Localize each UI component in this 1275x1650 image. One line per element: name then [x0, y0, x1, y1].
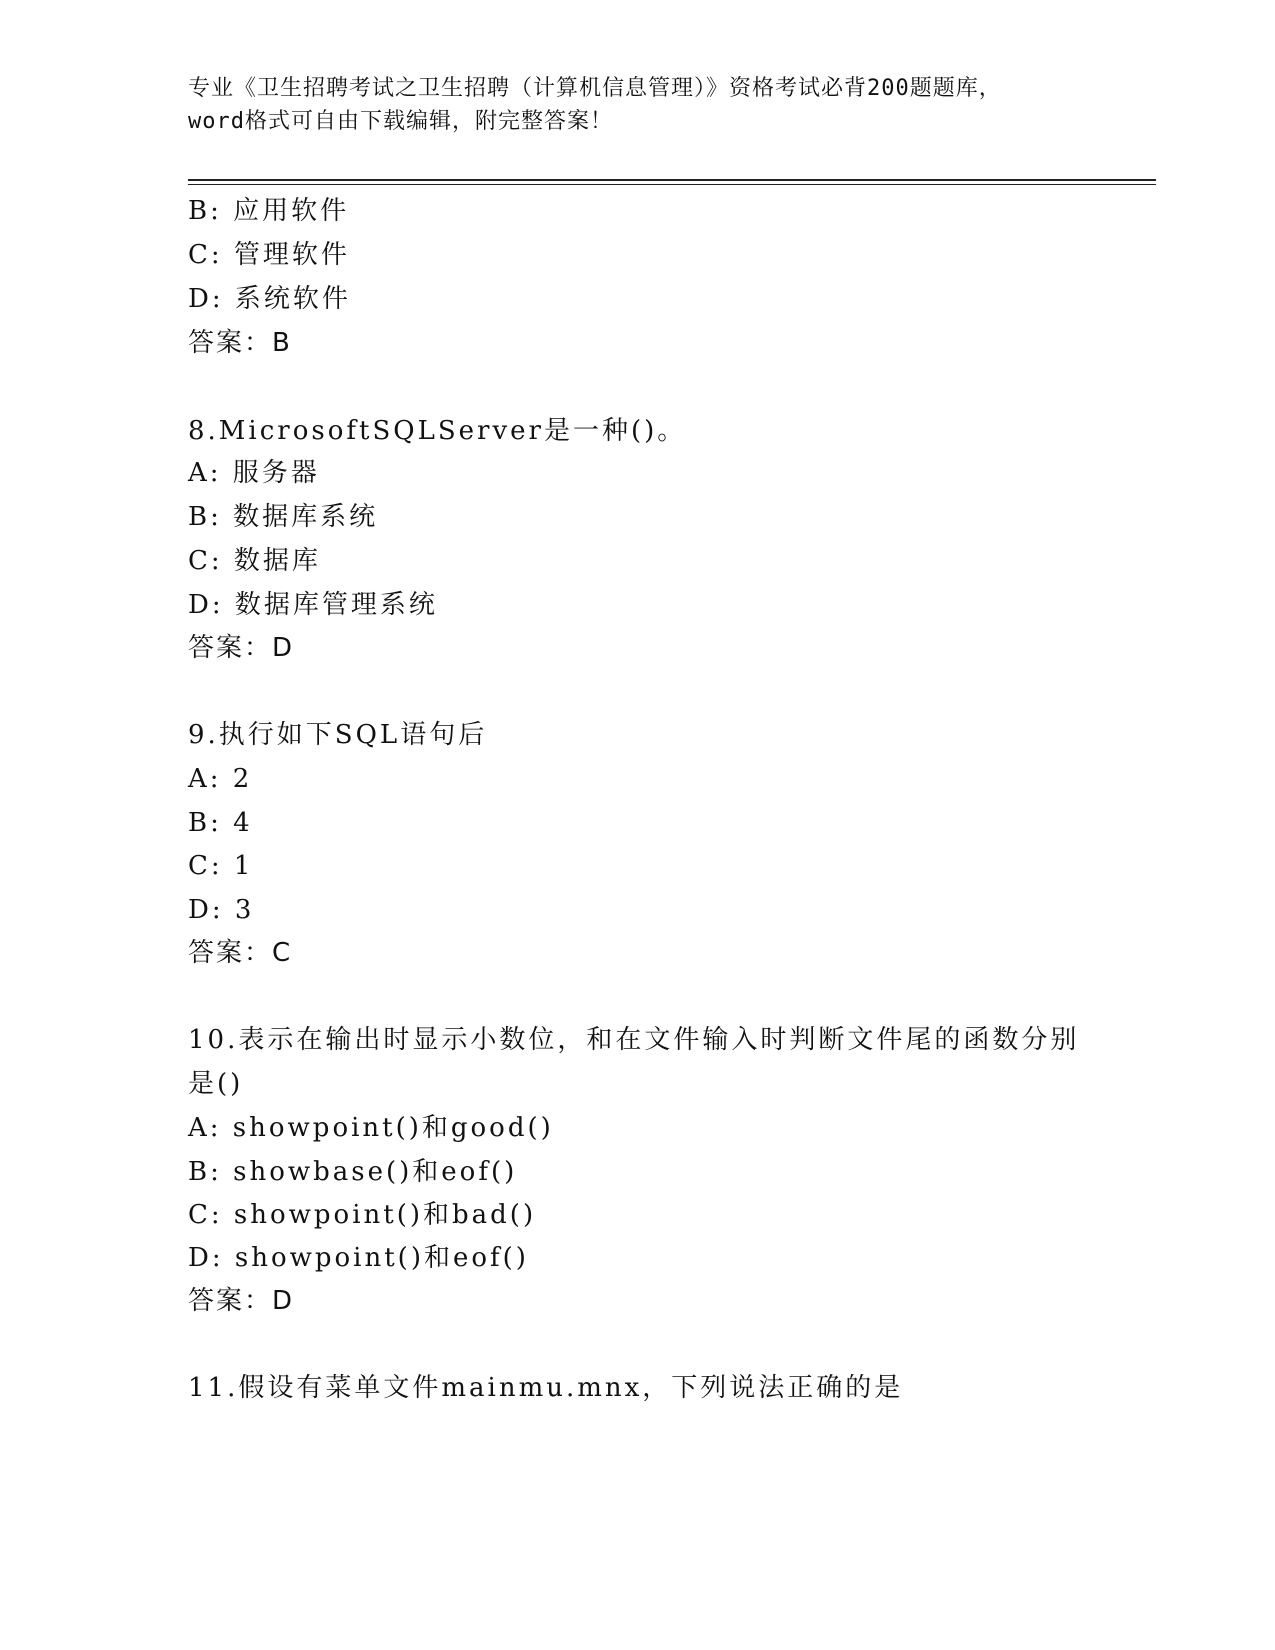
- q10-question-line-1: 10.表示在输出时显示小数位，和在文件输入时判断文件尾的函数分别: [188, 1025, 1080, 1055]
- q9-option-a: A: 2: [188, 764, 253, 794]
- q9-option-b: B: 4: [188, 808, 253, 838]
- q9-question: 9.执行如下SQL语句后: [188, 720, 488, 750]
- q8-option-b: B: 数据库系统: [188, 502, 379, 532]
- q8-option-c: C: 数据库: [188, 546, 321, 576]
- q8-answer: 答案：D: [188, 633, 295, 663]
- q10-option-d: D: showpoint()和eof(): [188, 1243, 529, 1273]
- q10-answer: 答案：D: [188, 1286, 295, 1316]
- q8-option-d: D: 数据库管理系统: [188, 590, 438, 620]
- q10-question-line-2: 是(): [188, 1069, 244, 1099]
- document-header: [188, 72, 1088, 138]
- q8-question: 8.MicrosoftSQLServer是一种()。: [188, 416, 687, 446]
- q7-option-d: D: 系统软件: [188, 284, 351, 314]
- q7-option-c: C: 管理软件: [188, 240, 350, 270]
- header-divider-thin: [188, 184, 1156, 185]
- q10-option-b: B: showbase()和eof(): [188, 1157, 518, 1187]
- q10-option-c: C: showpoint()和bad(): [188, 1200, 537, 1230]
- q11-question: 11.假设有菜单文件mainmu.mnx，下列说法正确的是: [188, 1373, 904, 1403]
- q9-answer: 答案：C: [188, 938, 293, 968]
- header-title-line-2: word格式可自由下载编辑，附完整答案！: [188, 109, 613, 134]
- q7-answer: 答案：B: [188, 328, 292, 358]
- q9-option-c: C: 1: [188, 851, 254, 881]
- q7-option-b: B: 应用软件: [188, 196, 350, 226]
- q8-option-a: A: 服务器: [188, 458, 320, 488]
- header-divider: [188, 179, 1156, 181]
- q10-option-a: A: showpoint()和good(): [188, 1113, 554, 1143]
- header-title-line-1: 专业《卫生招聘考试之卫生招聘（计算机信息管理）》资格考试必背200题题库，: [188, 76, 1002, 101]
- q9-option-d: D: 3: [188, 895, 255, 925]
